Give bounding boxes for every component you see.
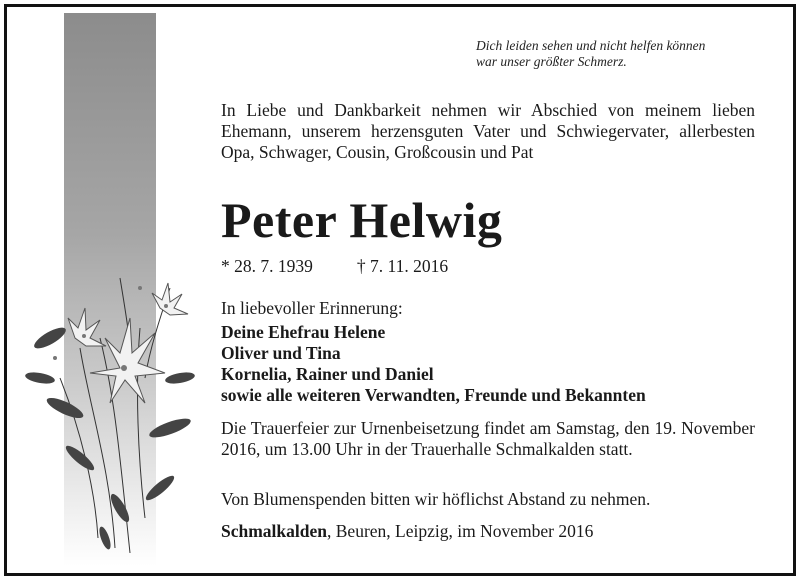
intro-paragraph: In Liebe und Dankbarkeit nehmen wir Abschied von meinem lieben Ehemann, unserem herzensguten Vater und Schwiegervater, allerbesten Opa, Schwager, Cousin, Großcousin und Pat: [221, 100, 755, 162]
motto-quote: [476, 38, 766, 70]
flowers-note: Von Blumenspenden bitten wir höflichst Abstand zu nehmen.: [221, 489, 651, 509]
family-line: Deine Ehefrau Helene: [221, 322, 386, 342]
flower-bouquet-image: [20, 258, 200, 558]
family-line: sowie alle weiteren Verwandten, Freunde und Bekannten: [221, 385, 646, 405]
place-rest: , Beuren, Leipzig, im November 2016: [327, 521, 594, 541]
ceremony-info: Die Trauerfeier zur Urnenbeisetzung findet am Samstag, den 19. November 2016, um 13.00 Uhr in der Trauerhalle Schmalkalden statt.: [221, 418, 755, 459]
motto-line-1: Dich leiden sehen und nicht helfen können: [476, 38, 706, 53]
family-line: Oliver und Tina: [221, 343, 341, 363]
family-list: [221, 322, 755, 406]
family-line: Kornelia, Rainer und Daniel: [221, 364, 434, 384]
motto-line-2: war unser größter Schmerz.: [476, 54, 627, 69]
birth-date: * 28. 7. 1939: [221, 256, 313, 276]
place-and-date: [221, 521, 755, 541]
death-date: † 7. 11. 2016: [356, 256, 449, 276]
place-city: Schmalkalden: [221, 521, 327, 541]
life-dates: [221, 256, 755, 276]
memory-label: In liebevoller Erinnerung:: [221, 298, 403, 318]
deceased-name: Peter Helwig: [221, 192, 503, 248]
